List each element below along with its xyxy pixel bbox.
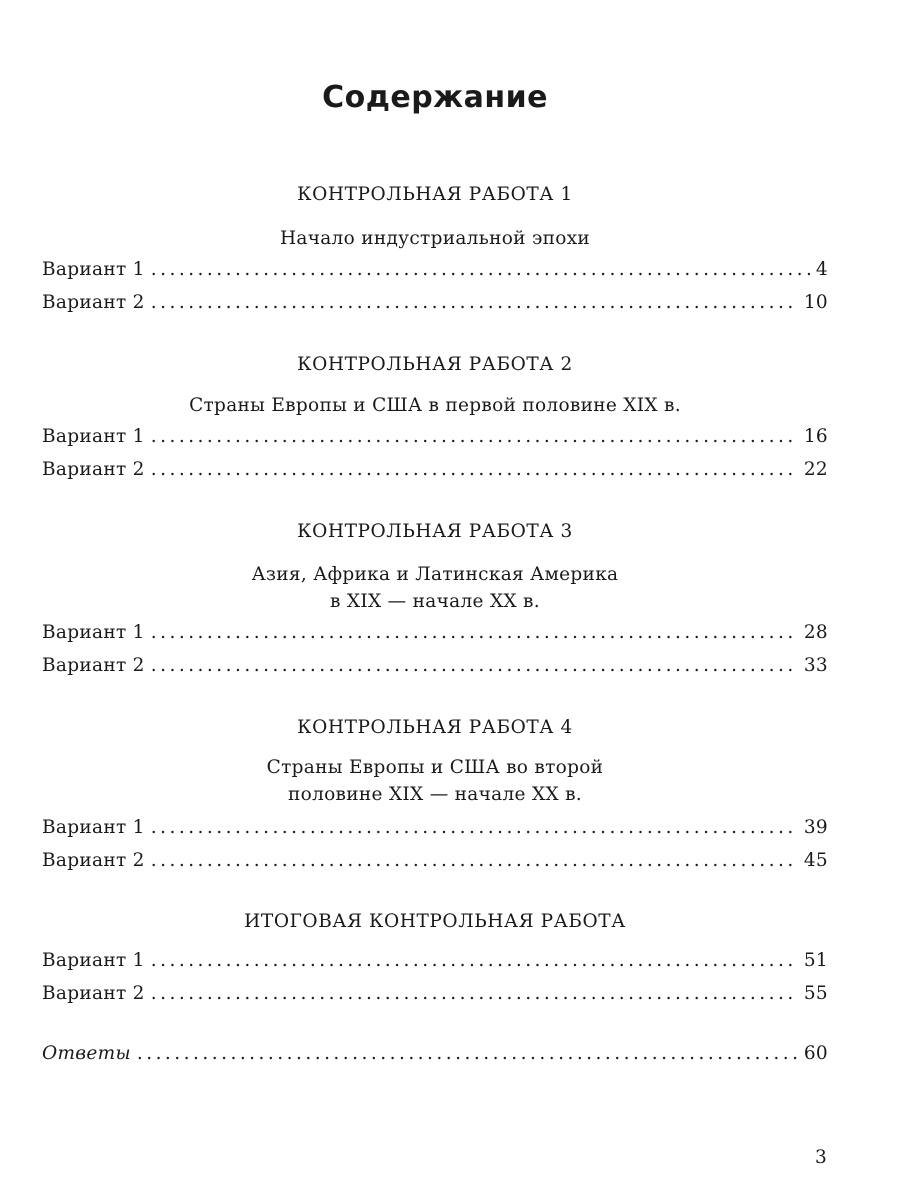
toc-entry-page: 45 — [803, 850, 828, 871]
section-subtitle-1: Начало индустриальной эпохи — [279, 228, 591, 249]
toc-entry-label: Вариант 1 — [42, 950, 145, 971]
toc-entry-page: 10 — [803, 292, 828, 313]
section-subtitle-2: Страны Европы и США в первой половине XIX в. — [189, 395, 681, 416]
toc-entry-page: 4 — [815, 259, 828, 280]
toc-entry-label: Вариант 2 — [42, 459, 145, 480]
dot-leader — [151, 292, 798, 313]
toc-entry-page: 60 — [803, 1043, 828, 1064]
toc-entry-page: 39 — [803, 817, 828, 838]
page-title: Содержание — [322, 80, 548, 115]
dot-leader — [151, 655, 798, 676]
dot-leader — [151, 459, 798, 480]
section-subtitle-4b: половине XIX — начале XX в. — [288, 784, 582, 805]
toc-entry[interactable] — [42, 292, 828, 318]
toc-entry[interactable] — [42, 817, 828, 843]
toc-entry-label: Вариант 1 — [42, 622, 145, 643]
dot-leader — [151, 817, 798, 838]
toc-entry[interactable] — [42, 655, 828, 681]
dot-leader — [151, 426, 798, 447]
section-heading-3: КОНТРОЛЬНАЯ РАБОТА 3 — [297, 521, 573, 542]
dot-leader — [151, 950, 798, 971]
toc-entry-page: 51 — [803, 950, 828, 971]
toc-entry[interactable] — [42, 459, 828, 485]
toc-entry-label: Вариант 2 — [42, 850, 145, 871]
toc-entry[interactable] — [42, 622, 828, 648]
dot-leader — [151, 622, 798, 643]
toc-entry-page: 33 — [803, 655, 828, 676]
toc-entry-label: Ответы — [42, 1043, 131, 1064]
toc-entry-label: Вариант 1 — [42, 259, 145, 280]
section-subtitle-3b: в XIX — начале XX в. — [330, 591, 540, 612]
dot-leader — [137, 1043, 798, 1064]
toc-entry-page: 55 — [803, 983, 828, 1004]
toc-entry[interactable] — [42, 983, 828, 1009]
toc-entry[interactable] — [42, 850, 828, 876]
toc-entry-label: Вариант 2 — [42, 655, 145, 676]
toc-entry-label: Вариант 2 — [42, 292, 145, 313]
section-heading-2: КОНТРОЛЬНАЯ РАБОТА 2 — [297, 354, 573, 375]
toc-entry-label: Вариант 1 — [42, 817, 145, 838]
toc-entry-label: Вариант 1 — [42, 426, 145, 447]
section-heading-final: ИТОГОВАЯ КОНТРОЛЬНАЯ РАБОТА — [244, 911, 626, 932]
toc-entry[interactable] — [42, 426, 828, 452]
dot-leader — [151, 983, 798, 1004]
dot-leader — [151, 259, 810, 280]
section-heading-1: КОНТРОЛЬНАЯ РАБОТА 1 — [297, 184, 573, 205]
toc-entry-page: 28 — [803, 622, 828, 643]
toc-entry[interactable] — [42, 259, 828, 285]
toc-entry[interactable] — [42, 950, 828, 976]
toc-entry-page: 22 — [803, 459, 828, 480]
section-subtitle-4a: Страны Европы и США во второй — [266, 757, 604, 778]
section-heading-4: КОНТРОЛЬНАЯ РАБОТА 4 — [297, 717, 573, 738]
toc-entry-answers[interactable] — [42, 1043, 828, 1069]
page-number: 3 — [815, 1147, 827, 1168]
toc-entry-label: Вариант 2 — [42, 983, 145, 1004]
section-subtitle-3a: Азия, Африка и Латинская Америка — [251, 564, 619, 585]
toc-entry-page: 16 — [803, 426, 828, 447]
dot-leader — [151, 850, 798, 871]
